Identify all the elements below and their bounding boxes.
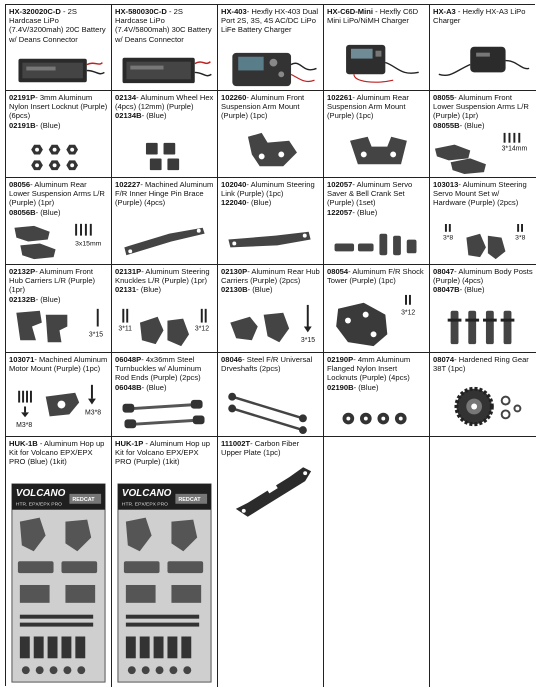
catalog-cell-steering-knuckles[interactable] bbox=[112, 265, 218, 353]
servo-mount-image bbox=[430, 224, 536, 264]
catalog-cell-front-arm-mount[interactable] bbox=[218, 91, 324, 178]
item-caption: 102057- Aluminum Servo Saver & Bell Crank Set (Purple) (1set) 122057- (Blue) bbox=[327, 180, 413, 217]
item-caption: HUK-1B - Aluminum Hop up Kit for Volcano EPX/EPX PRO (Blue) (1kit) bbox=[9, 439, 105, 467]
screw-size-label: 3*8 bbox=[515, 234, 526, 242]
item-caption: 02131P- Aluminum Steering Knuckles L/R (Purple) (1pr) 02131- (Blue) bbox=[115, 267, 210, 295]
catalog-cell-lipo-3200[interactable] bbox=[6, 5, 112, 91]
hub-carriers-image bbox=[218, 301, 323, 352]
ring-gear-image bbox=[430, 377, 536, 436]
catalog-cell-motor-mount[interactable] bbox=[6, 353, 112, 437]
motor-mount-image bbox=[6, 375, 111, 436]
item-caption: HX-580030C-D - 2S Hardcase LiPo (7.4V/5800mah) 30C Battery w/ Deans Connector bbox=[115, 7, 212, 44]
screw-size-label: 3*11 bbox=[118, 325, 133, 333]
item-caption: 02130P- Aluminum Rear Hub Carriers (Purple) (2pcs) 02130B- (Blue) bbox=[221, 267, 320, 295]
locknuts-image bbox=[324, 403, 429, 436]
charger-image bbox=[430, 35, 536, 90]
catalog-cell-body-posts[interactable] bbox=[430, 265, 536, 353]
item-caption: 102261- Aluminum Rear Suspension Arm Mount (Purple) (1pc) bbox=[327, 93, 409, 121]
item-caption: 02190P- 4mm Aluminum Flanged Nylon Insert Locknuts (Purple) (4pcs) 02190B- (Blue) bbox=[327, 355, 411, 392]
servo-saver-image bbox=[324, 224, 429, 264]
steering-link-image bbox=[218, 218, 323, 264]
charger-image bbox=[218, 45, 323, 90]
catalog-cell-turnbuckles[interactable] bbox=[112, 353, 218, 437]
screw-size-label: 3*8 bbox=[443, 234, 454, 242]
hub-carriers-image bbox=[6, 301, 111, 352]
catalog-cell-servo-saver[interactable] bbox=[324, 178, 430, 265]
catalog-cell-flanged-locknuts[interactable] bbox=[324, 353, 430, 437]
catalog-cell-locknut-3mm[interactable] bbox=[6, 91, 112, 178]
catalog-cell-carbon-upper-plate[interactable] bbox=[218, 437, 324, 687]
kit-package-image bbox=[112, 481, 217, 687]
battery-image bbox=[112, 49, 217, 90]
screw-size-label: M3*8 bbox=[85, 409, 102, 417]
item-caption: 103013- Aluminum Steering Servo Mount Set w/ Hardware (Purple) (2pcs) bbox=[433, 180, 527, 208]
catalog-cell-hopup-kit-purple[interactable] bbox=[112, 437, 218, 687]
body-posts-image bbox=[430, 301, 536, 352]
item-caption: 102260- Aluminum Front Suspension Arm Mount (Purple) (1pc) bbox=[221, 93, 305, 121]
item-caption: 102040- Aluminum Steering Link (Purple) (1pc) 122040- (Blue) bbox=[221, 180, 315, 208]
turnbuckles-image bbox=[112, 395, 217, 436]
upper-plate-image bbox=[218, 459, 323, 523]
screw-size-label: 3x15mm bbox=[75, 240, 102, 248]
driveshafts-image bbox=[218, 379, 323, 436]
item-caption: HX-403- Hexfly HX-403 Dual Port 2S, 3S, 4S AC/DC LiPo LiFe Battery Charger bbox=[221, 7, 319, 35]
catalog-cell-front-lower-arms[interactable] bbox=[430, 91, 536, 178]
shock-tower-image bbox=[324, 291, 429, 352]
catalog-cell-rear-arm-mount[interactable] bbox=[324, 91, 430, 178]
catalog-cell-rear-lower-arms[interactable] bbox=[6, 178, 112, 265]
battery-image bbox=[6, 49, 111, 90]
item-caption: 08054- Aluminum F/R Shock Tower (Purple) (1pc) bbox=[327, 267, 424, 286]
kit-package-image bbox=[6, 481, 111, 687]
hinge-brace-image bbox=[112, 218, 217, 264]
catalog-cell-hinge-pin-brace[interactable] bbox=[112, 178, 218, 265]
kit-sub-label: HTR. EPX/EPX PRO bbox=[15, 502, 63, 508]
catalog-cell-ring-gear[interactable] bbox=[430, 353, 536, 437]
catalog-cell-lipo-5800[interactable] bbox=[112, 5, 218, 91]
catalog-cell-driveshafts[interactable] bbox=[218, 353, 324, 437]
item-caption: 08056- Aluminum Rear Lower Suspension Arms L/R (Purple) (1pr) 08056B- (Blue) bbox=[9, 180, 105, 217]
item-caption: 08055- Aluminum Front Lower Suspension Arms L/R (Purple) (1pr) 08055B- (Blue) bbox=[433, 93, 529, 130]
arm-mount-image bbox=[324, 127, 429, 177]
item-caption: 08074- Hardened Ring Gear 38T (1pc) bbox=[433, 355, 529, 374]
wheel-hex-image bbox=[112, 137, 217, 177]
screw-size-label: 3*15 bbox=[88, 331, 104, 339]
catalog-cell-front-hub-carriers[interactable] bbox=[6, 265, 112, 353]
parts-catalog-grid bbox=[5, 4, 535, 686]
item-caption: HUK-1P - Aluminum Hop up Kit for Volcano EPX/EPX PRO (Purple) (1kit) bbox=[115, 439, 210, 467]
item-caption: 02134- Aluminum Wheel Hex (4pcs) (12mm) (Purple) 02134B- (Blue) bbox=[115, 93, 214, 121]
item-caption: 102227- Machined Aluminum F/R Inner Hinge Pin Brace (Purple) (4pcs) bbox=[115, 180, 214, 208]
item-caption: 08046- Steel F/R Universal Drveshafts (2pcs) bbox=[221, 355, 313, 374]
knuckles-image bbox=[112, 301, 217, 352]
item-caption: 103071- Machined Aluminum Motor Mount (Purple) (1pc) bbox=[9, 355, 108, 374]
catalog-cell-wheel-hex[interactable] bbox=[112, 91, 218, 178]
kit-maker-label: REDCAT bbox=[72, 496, 95, 503]
locknuts-image bbox=[6, 137, 111, 177]
screw-size-label: 3*15 bbox=[300, 337, 316, 345]
item-caption: 02191P- 3mm Aluminum Nylon Insert Locknut (Purple) (6pcs) 02191B- (Blue) bbox=[9, 93, 108, 130]
screw-size-label: M3*8 bbox=[16, 422, 33, 430]
lower-arms-image bbox=[430, 127, 536, 177]
screw-size-label: 3*14mm bbox=[501, 145, 528, 153]
item-caption: 111002T- Carbon Fiber Upper Plate (1pc) bbox=[221, 439, 300, 458]
catalog-cell-shock-tower[interactable] bbox=[324, 265, 430, 353]
catalog-cell-rear-hub-carriers[interactable] bbox=[218, 265, 324, 353]
screw-size-label: 3*12 bbox=[194, 325, 210, 333]
kit-brand-label: VOLCANO bbox=[121, 487, 172, 499]
catalog-cell-hx403[interactable] bbox=[218, 5, 324, 91]
catalog-cell-c6d-mini[interactable] bbox=[324, 5, 430, 91]
catalog-cell-hopup-kit-blue[interactable] bbox=[6, 437, 112, 687]
lower-arms-image bbox=[6, 218, 111, 264]
empty-cell bbox=[430, 437, 536, 687]
kit-sub-label: HTR. EPX/EPX PRO bbox=[121, 502, 169, 508]
item-caption: 06048P- 4x36mm Steel Turnbuckles w/ Aluminum Rod Ends (Purple) (2pcs) 06048B- (Blue) bbox=[115, 355, 202, 392]
kit-brand-label: VOLCANO bbox=[15, 487, 66, 499]
catalog-cell-hx-a3[interactable] bbox=[430, 5, 536, 91]
charger-image bbox=[324, 37, 429, 90]
item-caption: 02132P- Aluminum Front Hub Carriers L/R (Purple) (1pr) 02132B- (Blue) bbox=[9, 267, 96, 304]
item-caption: HX-C6D-Mini - Hexfly C6D Mini LiPo/NiMH Charger bbox=[327, 7, 419, 26]
empty-cell bbox=[324, 437, 430, 687]
screw-size-label: 3*12 bbox=[401, 309, 416, 317]
item-caption: 08047- Aluminum Body Posts (Purple) (4pcs) 08047B- (Blue) bbox=[433, 267, 533, 295]
kit-maker-label: REDCAT bbox=[178, 496, 201, 503]
catalog-cell-servo-mount[interactable] bbox=[430, 178, 536, 265]
catalog-cell-steering-link[interactable] bbox=[218, 178, 324, 265]
item-caption: HX-A3 - Hexfly HX-A3 LiPo Charger bbox=[433, 7, 526, 26]
item-caption: HX-320020C-D - 2S Hardcase LiPo (7.4V/3200mah) 20C Battery w/ Deans Connector bbox=[9, 7, 106, 44]
arm-mount-image bbox=[218, 127, 323, 177]
